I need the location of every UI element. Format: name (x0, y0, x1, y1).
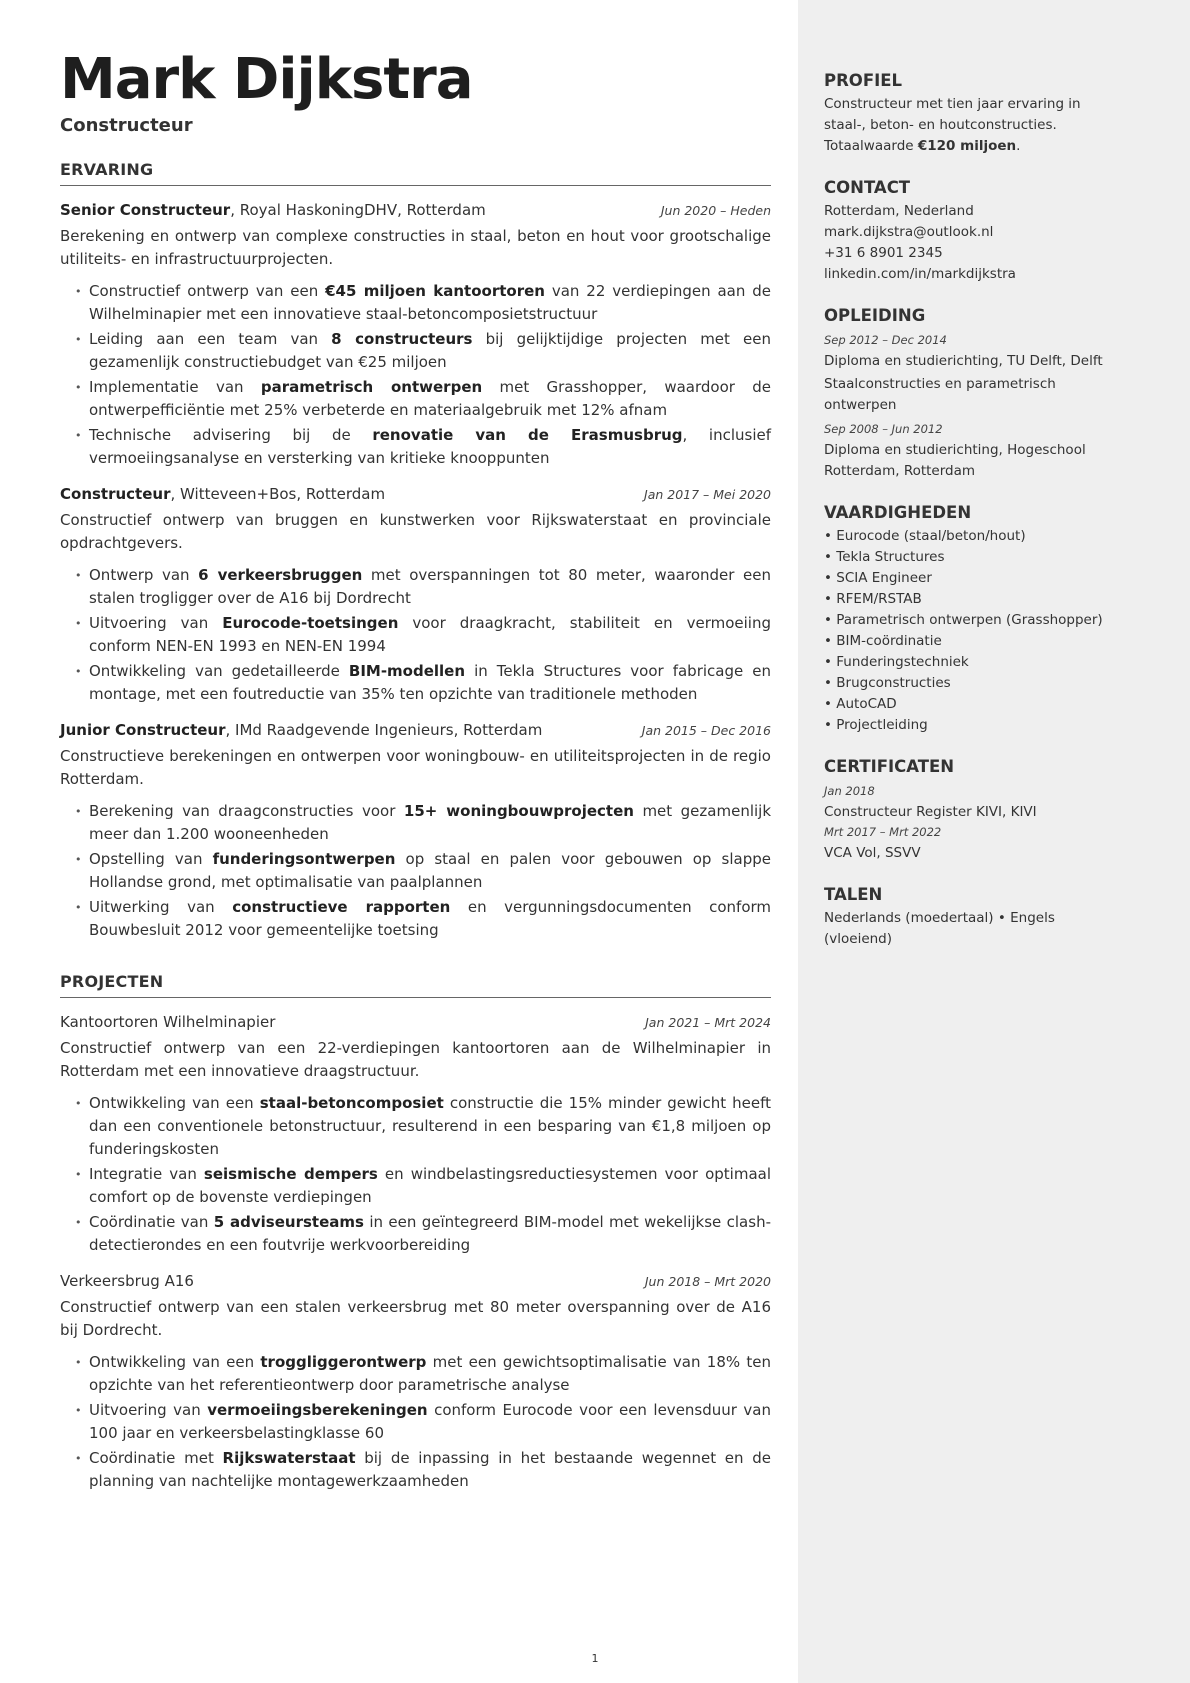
education-degree: Diploma en studierichting, Hogeschool Rotterdam, Rotterdam (824, 442, 1086, 479)
skills-section (824, 502, 1124, 736)
experience-entry (60, 719, 771, 942)
list-item: • Ontwikkeling van een troggliggerontwerp met een gewichtsoptimalisatie van 18% ten opzichte van het referentieontwerp door parametrische analyse (60, 1351, 771, 1397)
entry-header (60, 1270, 771, 1293)
skill-item: • Projectleiding (824, 715, 1124, 736)
entry-organization: , Witteveen+Bos, Rotterdam (170, 485, 386, 503)
section-heading-projecten: PROJECTEN (60, 972, 771, 998)
skill-item: • BIM-coördinatie (824, 631, 1124, 652)
list-item: • Technische advisering bij de renovatie van de Erasmusbrug, inclusief vermoeiingsanalyse en versterking van kritieke knooppunten (60, 424, 771, 470)
section-heading-contact: CONTACT (824, 178, 911, 197)
entry-heading (60, 719, 542, 741)
contact-location: Rotterdam, Nederland (824, 203, 974, 219)
list-item: • Implementatie van parametrisch ontwerpen met Grasshopper, waardoor de ontwerpefficiëntie met 25% verbeterde en materiaalgebruik met 12% afnam (60, 376, 771, 422)
certificate-date: Mrt 2017 – Mrt 2022 (824, 825, 942, 839)
experience-entry (60, 483, 771, 706)
skill-item: • Brugconstructies (824, 673, 1124, 694)
skill-item: • Eurocode (staal/beton/hout) (824, 526, 1124, 547)
entry-description: Constructief ontwerp van een stalen verkeersbrug met 80 meter overspanning over de A16 bij Dordrecht. (60, 1298, 771, 1339)
entry-bullets (60, 1092, 771, 1257)
page-number: 1 (591, 1652, 599, 1665)
skill-item: • RFEM/RSTAB (824, 589, 1124, 610)
education-date: Sep 2012 – Dec 2014 (824, 333, 947, 347)
entry-date: Jun 2018 – Mrt 2020 (644, 1274, 771, 1289)
languages-section (824, 884, 1124, 950)
entry-description: Constructieve berekeningen en ontwerpen voor woningbouw- en utiliteitsprojecten in de regio Rotterdam. (60, 747, 771, 788)
list-item: • Opstelling van funderingsontwerpen op staal en palen voor gebouwen op slappe Hollandse grond, met optimalisatie van paalplannen (60, 848, 771, 894)
project-entry (60, 1270, 771, 1493)
section-heading-vaardigheden: VAARDIGHEDEN (824, 503, 972, 522)
entry-heading (60, 483, 385, 505)
list-item: • Coördinatie van 5 adviseursteams in een geïntegreerd BIM-model met wekelijkse clash-detectierondes en een foutvrije werkvoorbereiding (60, 1211, 771, 1257)
entry-role: Junior Constructeur (60, 721, 226, 739)
list-item: • Uitwerking van constructieve rapporten en vergunningsdocumenten conform Bouwbesluit 2012 voor gemeentelijke toetsing (60, 896, 771, 942)
entry-date: Jan 2017 – Mei 2020 (644, 487, 771, 502)
profile-section (824, 70, 1124, 157)
section-heading-opleiding: OPLEIDING (824, 306, 926, 325)
list-item: • Uitvoering van Eurocode-toetsingen voor draagkracht, stabiliteit en vermoeiing conform NEN-EN 1993 en NEN-EN 1994 (60, 612, 771, 658)
entry-organization: , Royal HaskoningDHV, Rotterdam (230, 201, 486, 219)
education-specialization: Staalconstructies en parametrisch ontwerpen (824, 376, 1056, 413)
education-section (824, 305, 1124, 482)
entry-date: Jun 2020 – Heden (660, 203, 771, 218)
contact-email[interactable]: mark.dijkstra@outlook.nl (824, 224, 994, 240)
entry-date: Jan 2021 – Mrt 2024 (645, 1015, 771, 1030)
section-heading-ervaring: ERVARING (60, 160, 771, 186)
list-item: • Leiding aan een team van 8 constructeurs bij gelijktijdige projecten met een gezamenlijk constructiebudget van €25 miljoen (60, 328, 771, 374)
entry-role: Senior Constructeur (60, 201, 231, 219)
entry-description: Constructief ontwerp van een 22-verdiepingen kantoortoren aan de Wilhelminapier in Rotterdam met een innovatieve draagstructuur. (60, 1039, 771, 1080)
list-item: • Integratie van seismische dempers en windbelastingsreductiesystemen voor optimaal comfort op de bovenste verdiepingen (60, 1163, 771, 1209)
entry-date: Jan 2015 – Dec 2016 (641, 723, 771, 738)
contact-section (824, 177, 1124, 285)
profile-text: Constructeur met tien jaar ervaring in staal-, beton- en houtconstructies. Totaalwaarde €120 miljoen. (824, 96, 1081, 154)
contact-phone[interactable]: +31 6 8901 2345 (824, 245, 943, 261)
entry-bullets (60, 800, 771, 942)
entry-description: Constructief ontwerp van bruggen en kunstwerken voor Rijkswaterstaat en provinciale opdrachtgevers. (60, 511, 771, 552)
entry-heading (60, 1011, 275, 1033)
project-entry (60, 1011, 771, 1257)
skill-item: • Parametrisch ontwerpen (Grasshopper) (824, 610, 1124, 631)
entry-header (60, 199, 771, 222)
candidate-title: Constructeur (60, 115, 193, 136)
certificates-section (824, 756, 1124, 864)
entry-bullets (60, 280, 771, 470)
main-column (60, 48, 771, 1495)
list-item: • Constructief ontwerp van een €45 miljoen kantoortoren van 22 verdiepingen aan de Wilhelminapier met een innovatieve staal-betoncomposietstructuur (60, 280, 771, 326)
skill-item: • Tekla Structures (824, 547, 1124, 568)
entry-header (60, 719, 771, 742)
entry-heading (60, 199, 486, 221)
list-item: • Berekening van draagconstructies voor 15+ woningbouwprojecten met gezamenlijk meer dan 1.200 wooneenheden (60, 800, 771, 846)
entry-heading (60, 1270, 194, 1292)
project-name: Kantoortoren Wilhelminapier (60, 1013, 276, 1031)
list-item: • Ontwerp van 6 verkeersbruggen met overspanningen tot 80 meter, waaronder een stalen trogligger over de A16 bij Dordrecht (60, 564, 771, 610)
list-item: • Ontwikkeling van gedetailleerde BIM-modellen in Tekla Structures voor fabricage en montage, met een foutreductie van 35% ten opzichte van traditionele methoden (60, 660, 771, 706)
contact-linkedin[interactable]: linkedin.com/in/markdijkstra (824, 266, 1016, 282)
skill-item: • AutoCAD (824, 694, 1124, 715)
entry-header (60, 1011, 771, 1034)
entry-bullets (60, 564, 771, 706)
list-item: • Ontwikkeling van een staal-betoncomposiet constructie die 15% minder gewicht heeft dan een conventionele betonstructuur, resulterend in een besparing van €1,8 miljoen op funderingskosten (60, 1092, 771, 1161)
candidate-name: Mark Dijkstra (60, 47, 473, 112)
section-heading-profiel: PROFIEL (824, 71, 903, 90)
education-date: Sep 2008 – Jun 2012 (824, 422, 943, 436)
list-item: • Coördinatie met Rijkswaterstaat bij de inpassing in het bestaande wegennet en de planning van nachtelijke montagewerkzaamheden (60, 1447, 771, 1493)
entry-organization: , IMd Raadgevende Ingenieurs, Rotterdam (225, 721, 543, 739)
entry-role: Constructeur (60, 485, 171, 503)
project-name: Verkeersbrug A16 (60, 1272, 194, 1290)
entry-header (60, 483, 771, 506)
experience-entry (60, 199, 771, 470)
skill-item: • Funderingstechniek (824, 652, 1124, 673)
entry-description: Berekening en ontwerp van complexe constructies in staal, beton en hout voor grootschalige utiliteits- en infrastructuurprojecten. (60, 227, 771, 268)
education-degree: Diploma en studierichting, TU Delft, Delft (824, 353, 1103, 369)
certificate-date: Jan 2018 (824, 784, 875, 798)
sidebar (824, 70, 1124, 970)
entry-bullets (60, 1351, 771, 1493)
skill-item: • SCIA Engineer (824, 568, 1124, 589)
certificate-name: Constructeur Register KIVI, KIVI (824, 804, 1037, 820)
languages-text: Nederlands (moedertaal) • Engels (vloeiend) (824, 910, 1055, 947)
skills-list (824, 526, 1124, 736)
section-heading-talen: TALEN (824, 885, 883, 904)
list-item: • Uitvoering van vermoeiingsberekeningen conform Eurocode voor een levensduur van 100 jaar en verkeersbelastingklasse 60 (60, 1399, 771, 1445)
section-heading-certificaten: CERTIFICATEN (824, 757, 955, 776)
certificate-name: VCA Vol, SSVV (824, 845, 921, 861)
